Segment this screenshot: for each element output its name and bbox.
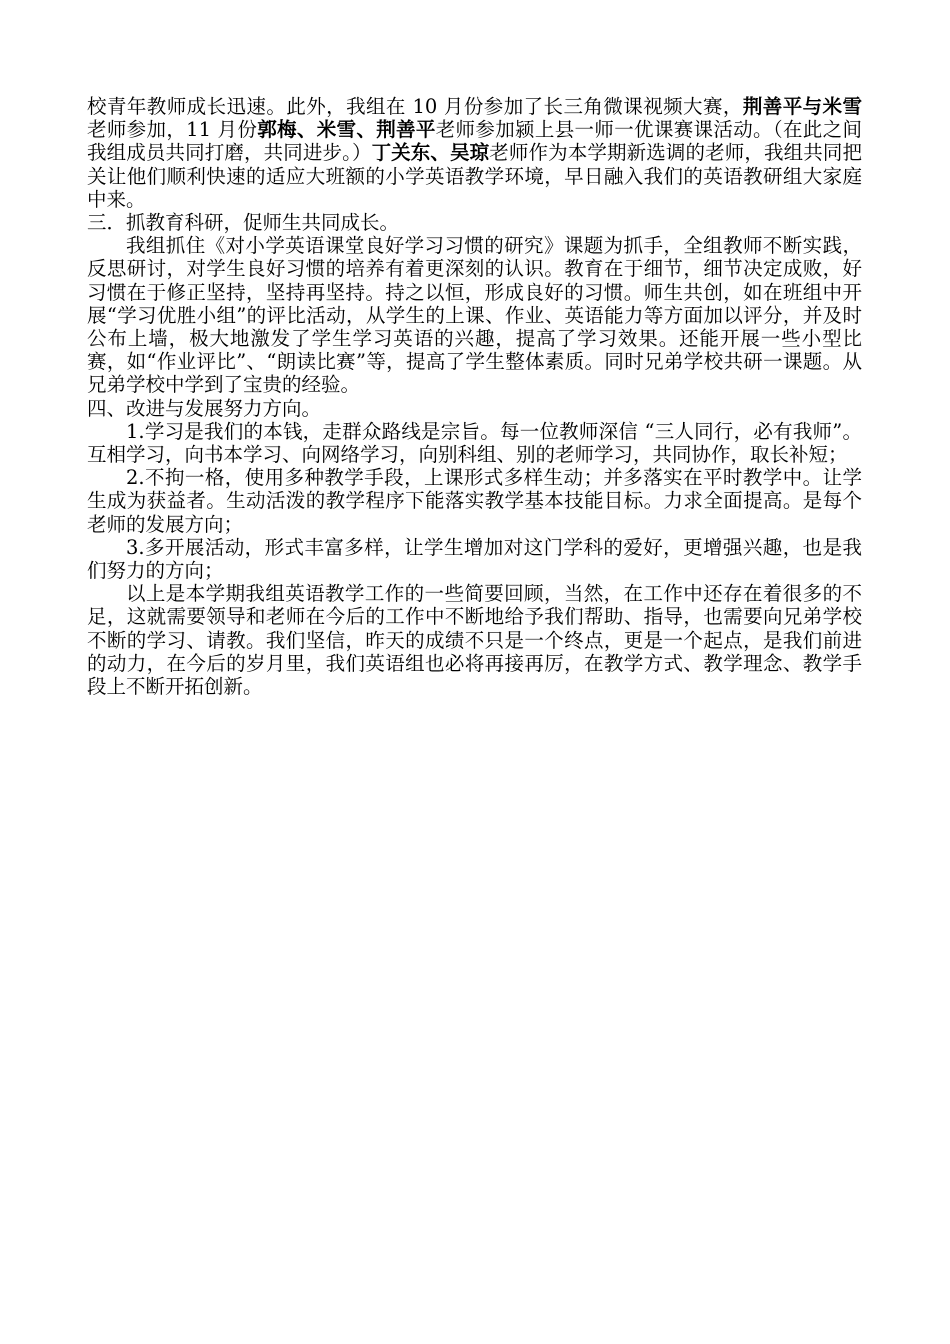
list-item-activities: 3.多开展活动，形式丰富多样，让学生增加对这门学科的爱好，更增强兴趣，也是我们努力的方向； <box>87 535 862 583</box>
teacher-names-bold: 郭梅、米雪、荆善平 <box>257 118 436 142</box>
paragraph-conclusion: 以上是本学期我组英语教学工作的一些简要回顾，当然，在工作中还存在着很多的不足，这就需要领导和老师在今后的工作中不断地给予我们帮助、指导，也需要向兄弟学校不断的学习、请教。我们坚信，昨天的成绩不只是一个终点，更是一个起点，是我们前进的动力，在今后的岁月里，我们英语组也必将再接再厉，在教学方式、教学理念、教学手段上不断开拓创新。 <box>87 582 862 699</box>
list-item-teaching-methods: 2.不拘一格，使用多种教学手段，上课形式多样生动；并多落实在平时教学中。让学生成为获益者。生动活泼的教学程序下能落实教学基本技能目标。力求全面提高。是每个老师的发展方向； <box>87 466 862 536</box>
section-heading-research: 三．抓教育科研，促师生共同成长。 <box>87 211 400 235</box>
teacher-names-bold: 荆善平与米雪 <box>742 95 862 118</box>
text-segment: 校青年教师成长迅速。此外，我组在 10 月份参加了长三角微课视频大赛， <box>87 95 743 118</box>
text-segment: 老师作为本学期新选调的老师，我组共同把关让他们顺利快速的适应大班额的小学英语教学环境，早日融入我们的英语教研组大家庭中来。 <box>87 141 862 211</box>
teacher-names-bold: 丁关东、吴琼 <box>371 141 490 165</box>
document-page <box>87 95 862 698</box>
text-segment: 老师参加颍上县一师一优课赛课活动。（在此之间我组成员共同打磨，共同进步。） <box>87 118 862 165</box>
list-item-learning: 1.学习是我们的本钱，走群众路线是宗旨。每一位教师深信 “三人同行，必有我师”。互相学习，向书本学习、向网络学习，向别科组、别的老师学习，共同协作，取长补短； <box>87 419 862 467</box>
text-segment: 老师参加，11 月份 <box>87 118 258 142</box>
paragraph-teacher-growth <box>87 95 862 211</box>
paragraph-research: 我组抓住《对小学英语课堂良好学习习惯的研究》课题为抓手，全组教师不断实践，反思研讨，对学生良好习惯的培养有着更深刻的认识。教育在于细节，细节决定成败，好习惯在于修正坚持，坚持再坚持。持之以恒，形成良好的习惯。师生共创，如在班组中开展“学习优胜小组”的评比活动，从学生的上课、作业、英语能力等方面加以评分，并及时公布上墙，极大地激发了学生学习英语的兴趣，提高了学习效果。还能开展一些小型比赛，如“作业评比”、“朗读比赛”等，提高了学生整体素质。同时兄弟学校共研一课题。从兄弟学校中学到了宝贵的经验。 <box>87 234 862 397</box>
section-heading-improvement: 四、改进与发展努力方向。 <box>87 396 322 420</box>
